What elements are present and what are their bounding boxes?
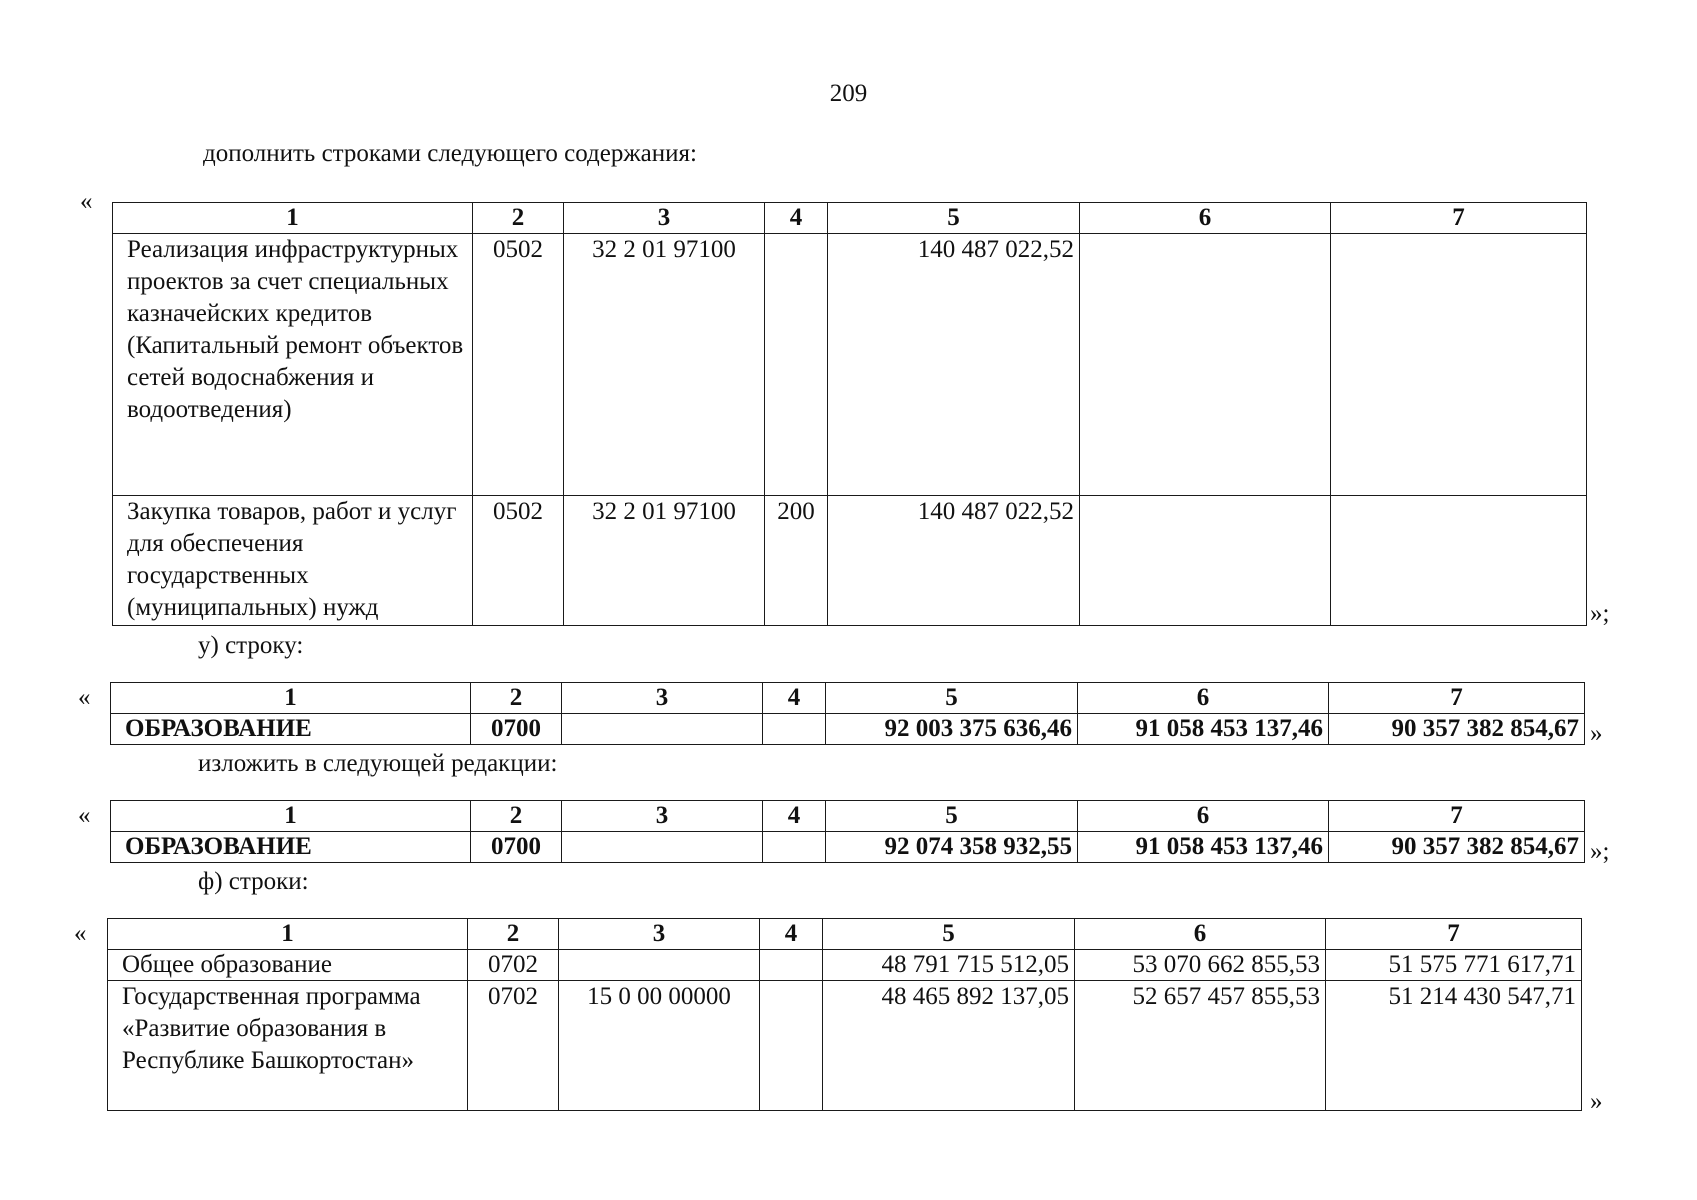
row-value-5: 92 003 375 636,46 (826, 714, 1078, 745)
close-quote: »; (1590, 838, 1610, 865)
table-header-row (113, 203, 1587, 234)
header-cell: 6 (1075, 919, 1326, 950)
close-quote: »; (1590, 600, 1610, 627)
table-header-row (111, 801, 1585, 832)
table-row (108, 981, 1582, 1111)
row-value-5: 140 487 022,52 (828, 496, 1080, 626)
row-type (763, 714, 826, 745)
row-section: 0702 (468, 981, 559, 1111)
header-cell: 5 (828, 203, 1080, 234)
intro-text: изложить в следующей редакции: (198, 750, 558, 777)
close-quote: » (1590, 1088, 1603, 1115)
open-quote: « (80, 188, 93, 215)
header-cell: 2 (471, 801, 562, 832)
row-type (763, 832, 826, 863)
row-value-5: 140 487 022,52 (828, 234, 1080, 496)
row-section: 0502 (473, 496, 564, 626)
header-cell: 2 (468, 919, 559, 950)
row-type: 200 (765, 496, 828, 626)
open-quote: « (74, 920, 87, 947)
header-cell: 1 (111, 683, 471, 714)
row-name: Государственная программа «Развитие образования в Республике Башкортостан» (108, 981, 468, 1111)
table-row (113, 234, 1587, 496)
intro-text: дополнить строками следующего содержания: (203, 140, 697, 167)
row-value-5: 92 074 358 932,55 (826, 832, 1078, 863)
header-cell: 4 (763, 683, 826, 714)
row-value-7 (1331, 496, 1587, 626)
row-name: ОБРАЗОВАНИЕ (111, 714, 471, 745)
intro-text: ф) строки: (198, 868, 309, 895)
header-cell: 6 (1080, 203, 1331, 234)
row-type (765, 234, 828, 496)
table-row (113, 496, 1587, 626)
header-cell: 3 (559, 919, 760, 950)
row-type (760, 950, 823, 981)
header-cell: 4 (763, 801, 826, 832)
open-quote: « (78, 802, 91, 829)
header-cell: 7 (1326, 919, 1582, 950)
table-header-row (111, 683, 1585, 714)
row-target: 15 0 00 00000 (559, 981, 760, 1111)
row-target (559, 950, 760, 981)
header-cell: 4 (765, 203, 828, 234)
header-cell: 7 (1331, 203, 1587, 234)
budget-table-lines (107, 918, 1582, 1111)
intro-text: у) строку: (198, 632, 304, 659)
close-quote: » (1590, 720, 1603, 747)
row-value-7: 51 575 771 617,71 (1326, 950, 1582, 981)
header-cell: 1 (111, 801, 471, 832)
header-cell: 7 (1329, 801, 1585, 832)
header-cell: 1 (108, 919, 468, 950)
table-row (111, 832, 1585, 863)
header-cell: 6 (1078, 801, 1329, 832)
row-value-6: 91 058 453 137,46 (1078, 714, 1329, 745)
header-cell: 5 (826, 801, 1078, 832)
row-section: 0502 (473, 234, 564, 496)
budget-table-current (110, 682, 1585, 745)
row-section: 0700 (471, 832, 562, 863)
table-row (108, 950, 1582, 981)
header-cell: 5 (823, 919, 1075, 950)
header-cell: 4 (760, 919, 823, 950)
header-cell: 1 (113, 203, 473, 234)
row-value-6: 91 058 453 137,46 (1078, 832, 1329, 863)
header-cell: 3 (562, 683, 763, 714)
row-value-6 (1080, 234, 1331, 496)
row-target (562, 832, 763, 863)
row-value-6 (1080, 496, 1331, 626)
page-number: 209 (829, 80, 868, 107)
row-value-7 (1331, 234, 1587, 496)
row-name: ОБРАЗОВАНИЕ (111, 832, 471, 863)
budget-table-additions (112, 202, 1587, 626)
row-target: 32 2 01 97100 (564, 496, 765, 626)
row-value-6: 52 657 457 855,53 (1075, 981, 1326, 1111)
budget-table-revised (110, 800, 1585, 863)
row-value-7: 90 357 382 854,67 (1329, 832, 1585, 863)
row-name: Закупка товаров, работ и услуг для обеспечения государственных (муниципальных) нужд (113, 496, 473, 626)
table-row (111, 714, 1585, 745)
header-cell: 5 (826, 683, 1078, 714)
table-header-row (108, 919, 1582, 950)
header-cell: 2 (473, 203, 564, 234)
header-cell: 3 (564, 203, 765, 234)
header-cell: 3 (562, 801, 763, 832)
open-quote: « (78, 684, 91, 711)
row-value-5: 48 465 892 137,05 (823, 981, 1075, 1111)
row-name: Реализация инфраструктурных проектов за счет специальных казначейских кредитов (Капитальный ремонт объектов сетей водоснабжения и водоотведения) (113, 234, 473, 496)
row-value-7: 51 214 430 547,71 (1326, 981, 1582, 1111)
row-value-6: 53 070 662 855,53 (1075, 950, 1326, 981)
header-cell: 2 (471, 683, 562, 714)
row-section: 0700 (471, 714, 562, 745)
row-value-7: 90 357 382 854,67 (1329, 714, 1585, 745)
row-name: Общее образование (108, 950, 468, 981)
header-cell: 6 (1078, 683, 1329, 714)
row-section: 0702 (468, 950, 559, 981)
row-type (760, 981, 823, 1111)
header-cell: 7 (1329, 683, 1585, 714)
row-target (562, 714, 763, 745)
row-target: 32 2 01 97100 (564, 234, 765, 496)
row-value-5: 48 791 715 512,05 (823, 950, 1075, 981)
